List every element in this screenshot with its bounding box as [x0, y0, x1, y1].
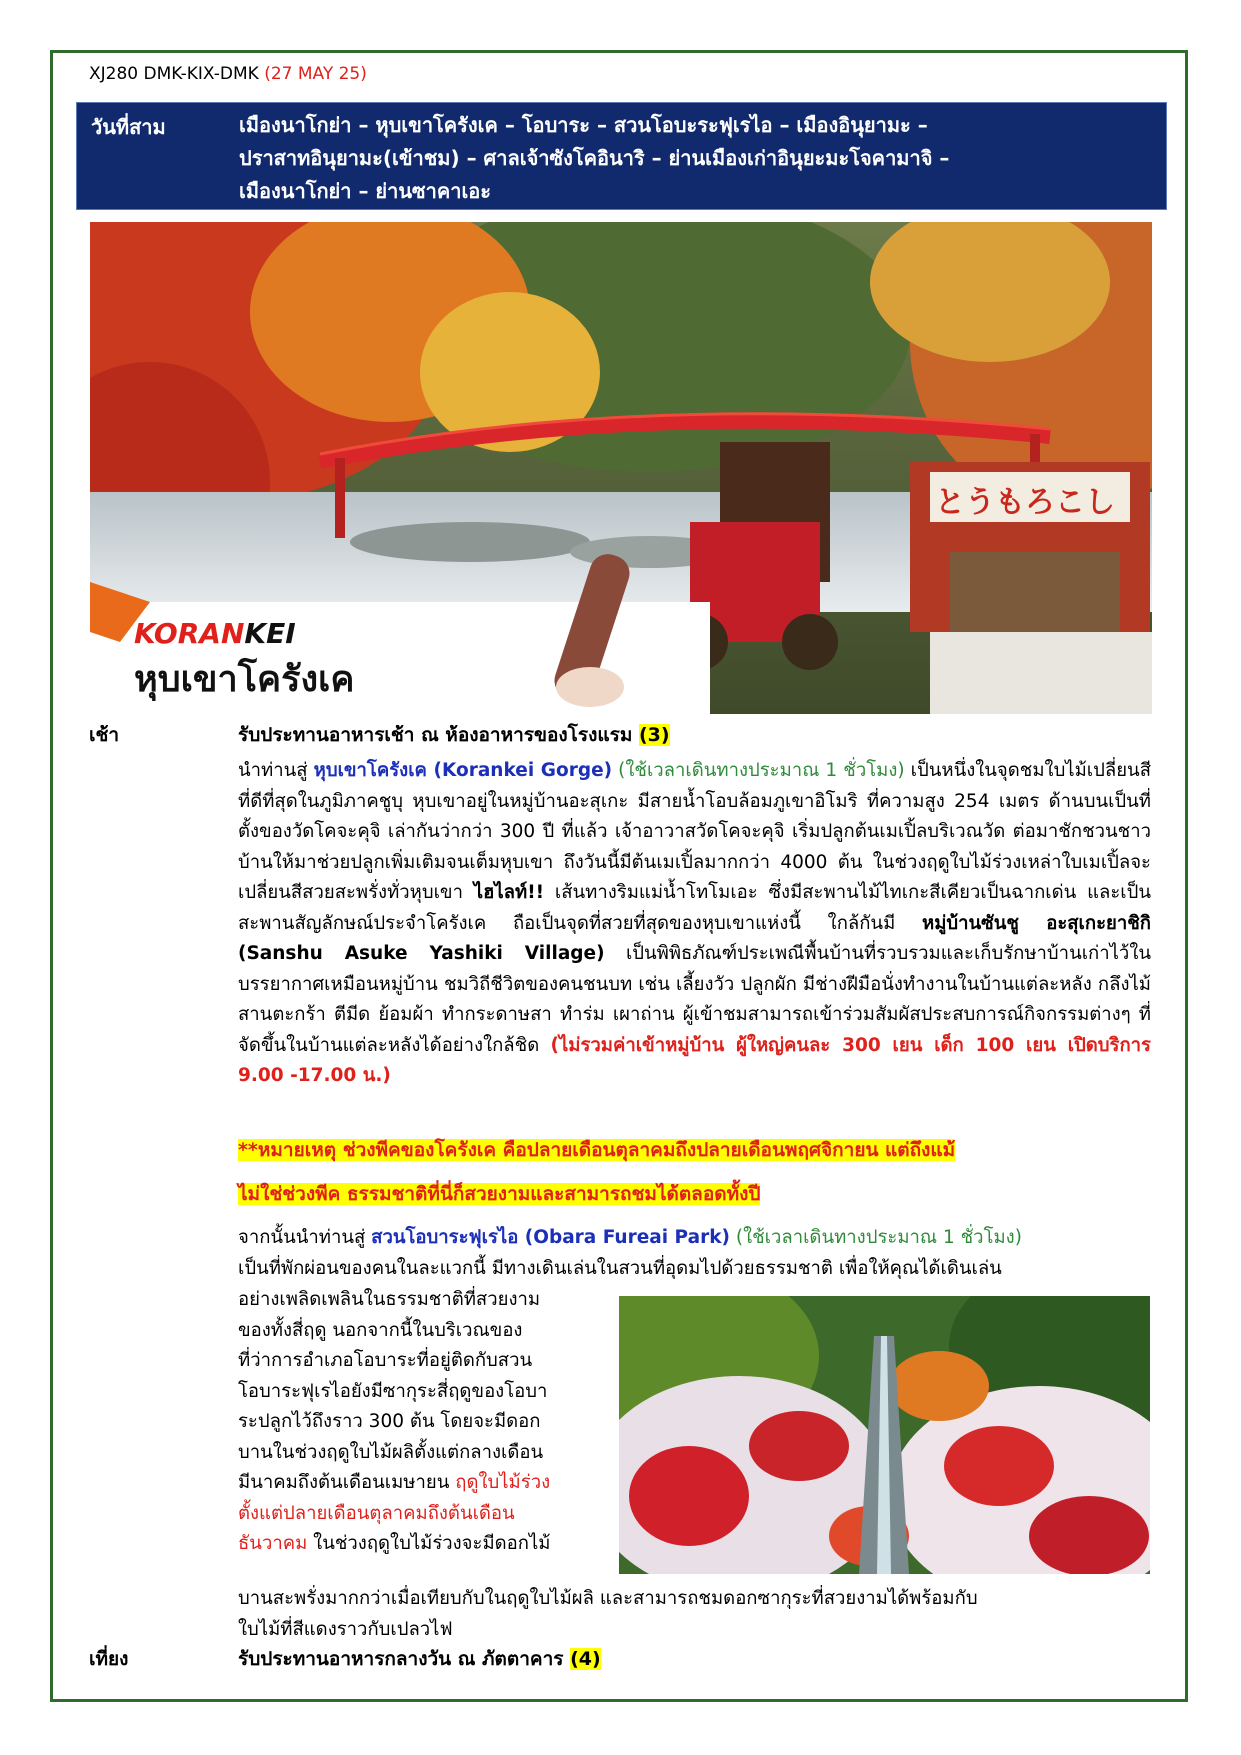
flight-date: (27 MAY 25): [264, 64, 367, 84]
obara-intro-paragraph: [238, 1223, 1151, 1284]
obara-last-line1: บานสะพรั่งมากกว่าเมื่อเทียบกับในฤดูใบไม้ผลิ และสามารถชมดอกซากุระที่สวยงามได้พร้อมกับ: [238, 1588, 978, 1609]
banner-logo-th: หุบเขาโครังเค: [134, 659, 355, 700]
breakfast-row: [238, 720, 670, 750]
korankei-banner-image: [90, 222, 1152, 714]
lunch-label: เที่ยง: [89, 1648, 129, 1670]
breakfast-text: รับประทานอาหารเช้า ณ ห้องอาหารของโรงแรม: [238, 724, 633, 746]
obara-side-line: โอบาระฟุเรไอยังมีซากุระสี่ฤดูของโอบา: [238, 1380, 548, 1402]
obara-closing: [238, 1584, 1151, 1645]
day-label: วันที่สาม: [91, 115, 166, 139]
flight-code: XJ280 DMK-KIX-DMK: [89, 64, 259, 84]
obara-side-line: ของทั้งสี่ฤดู นอกจากนี้ในบริเวณของ: [238, 1319, 523, 1341]
flight-header: [89, 64, 367, 84]
lunch-row: [238, 1644, 601, 1674]
obara-side-text-a: มีนาคมถึงต้นเดือนเมษายน: [238, 1472, 456, 1493]
banner-logo-en-a: KORAN: [134, 617, 245, 650]
korankei-body1: เป็นหนึ่งในจุดชมใบไม้เปลี่ยนสีที่ดีที่สุดในภูมิภาคชูบุ หุบเขาอยู่ในหมู่บ้านอะสุเกะ มีสายน้ำโอบล้อมภูเขาอิโมริ ที่ความสูง 254 เมตร ด้านบนเป็นที่ตั้งของวัดโคจะคุจิ เล่ากันว่ากว่า 300 ปี ที่แล้ว เจ้าอาวาสวัดโคจะคุจิ เริ่มปลูกต้นเมเปิ้ลบริเวณวัด ต่อมาชักชวนชาวบ้านให้มาช่วยปลูกเพิ่มเติมจนเต็มหุบเขา ถึงวันนี้มีต้นเมเปิ้ลมากกว่า 4000 ต้น ในช่วงฤดูใบไม้ร่วงเหล่าใบเมเปิ้ลจะเปลี่ยนสีสวยสะพรั่งทั่วหุบเขา: [238, 760, 1151, 903]
peak-season-note: [238, 1128, 1153, 1216]
obara-side-line: บานในช่วงฤดูใบไม้ผลิตั้งแต่กลางเดือน: [238, 1441, 544, 1463]
korankei-body2: เส้นทางริมแม่น้ำโทโมเอะ ซึ่งมีสะพานไม้ไทเกะสีเคียวเป็นฉากเด่น และเป็นสะพานสัญลักษณ์ประจำโครังเค ถือเป็นจุดที่สวยที่สุดของหุบเขาแห่งนี้ ใกล้กันมี: [238, 882, 1152, 934]
korankei-name: หุบเขาโครังเค (Korankei Gorge): [313, 760, 613, 781]
note-line1: **หมายเหตุ ช่วงพีคของโครังเค คือปลายเดือนตุลาคมถึงปลายเดือนพฤศจิกายน แต่ถึงแม้: [238, 1139, 956, 1161]
day-route-line3: เมืองนาโกย่า – ย่านซาคาเอะ: [239, 179, 492, 203]
obara-side-line: อย่างเพลิดเพลินในธรรมชาติที่สวยงาม: [238, 1289, 541, 1310]
lunch-text: รับประทานอาหารกลางวัน ณ ภัตตาคาร: [238, 1648, 564, 1670]
korankei-body3: เป็นพิพิธภัณฑ์ประเพณีพื้นบ้านที่รวบรวมและเก็บรักษาบ้านเก่าไว้ในบรรยากาศเหมือนหมู่บ้าน ชมวิถีชีวิตของคนชนบท เช่น เลี้ยงวัว ปลูกผัก มีช่างฝีมือนั่งทำงานในบ้านแต่ละหลัง กลึงไม้ สานตะกร้า ตีมีด ย้อมผ้า ทำกระดาษสา ทำร่ม เผาถ่าน ผู้เข้าชมสามารถเข้าร่วมสัมผัสประสบการณ์กิจกรรมต่างๆ ที่จัดขึ้นในบ้านแต่ละหลังได้อย่างใกล้ชิด: [238, 943, 1151, 1056]
korankei-paragraph: [238, 756, 1151, 1092]
breakfast-label: เช้า: [89, 724, 120, 746]
obara-side-line: ที่ว่าการอำเภอโอบาระที่อยู่ติดกับสวน: [238, 1350, 533, 1371]
day-route: [239, 109, 1159, 208]
obara-intro: จากนั้นนำท่านสู่: [238, 1227, 372, 1248]
korankei-travel-time: (ใช้เวลาเดินทางประมาณ 1 ชั่วโมง): [612, 760, 905, 781]
sanshu-village-name: หมู่บ้านซันชู อะสุเกะยาชิกิ (Sanshu Asuke Yashiki Village): [238, 912, 1151, 964]
obara-park-photo: [619, 1296, 1150, 1574]
korankei-highlight: ไฮไลท์!!: [473, 882, 545, 903]
obara-side-line: [238, 1468, 608, 1499]
stall-sign-text: とうもろこし: [935, 485, 1115, 520]
day-route-line1: เมืองนาโกย่า – หุบเขาโครังเค – โอบาระ – สวนโอบะระฟุเรไอ – เมืองอินุยามะ –: [239, 113, 928, 137]
obara-side-line: [238, 1529, 608, 1560]
village-fee-note: (ไม่รวมค่าเข้าหมู่บ้าน ผู้ใหญ่คนละ 300 เยน เด็ก 100 เยน เปิดบริการ 9.00 -17.00 น.): [238, 1034, 1151, 1086]
lunch-meal-number: (4): [570, 1648, 601, 1670]
banner-logo-en-b: KEI: [244, 617, 296, 650]
day-route-line2: ปราสาทอินุยามะ(เข้าชม) – ศาลเจ้าซังโคอินาริ – ย่านเมืองเก่าอินุยะมะโจคามาจิ –: [239, 146, 950, 170]
december-label: ธันวาคม: [238, 1533, 308, 1554]
obara-last-line2: ใบไม้ที่สีแดงราวกับเปลวไฟ: [238, 1618, 453, 1640]
breakfast-meal-number: (3): [638, 724, 670, 746]
note-line2: ไม่ใช่ช่วงพีค ธรรมชาติที่นี่ก็สวยงามและสามารถชมได้ตลอดทั้งปี: [238, 1183, 761, 1205]
obara-side-text: [238, 1285, 608, 1560]
obara-side-line: ระปลูกไว้ถึงราว 300 ต้น โดยจะมีดอก: [238, 1411, 541, 1432]
banner-logo: [134, 617, 354, 707]
obara-line2: เป็นที่พักผ่อนของคนในละแวกนี้ มีทางเดินเล่นในสวนที่อุดมไปด้วยธรรมชาติ เพื่อให้คุณได้เดินเล่น: [238, 1257, 1002, 1279]
day-itinerary-bar: [76, 102, 1167, 210]
autumn-label: ฤดูใบไม้ร่วง: [455, 1472, 551, 1493]
obara-side-line: ตั้งแต่ปลายเดือนตุลาคมถึงต้นเดือน: [238, 1502, 515, 1524]
obara-line1: [238, 1223, 1151, 1254]
obara-name: สวนโอบาระฟุเรไอ (Obara Fureai Park): [371, 1227, 730, 1248]
obara-side-text-b: ในช่วงฤดูใบไม้ร่วงจะมีดอกไม้: [307, 1533, 551, 1554]
korankei-intro: นำท่านสู่: [238, 760, 314, 781]
obara-travel-time: (ใช้เวลาเดินทางประมาณ 1 ชั่วโมง): [729, 1227, 1022, 1248]
